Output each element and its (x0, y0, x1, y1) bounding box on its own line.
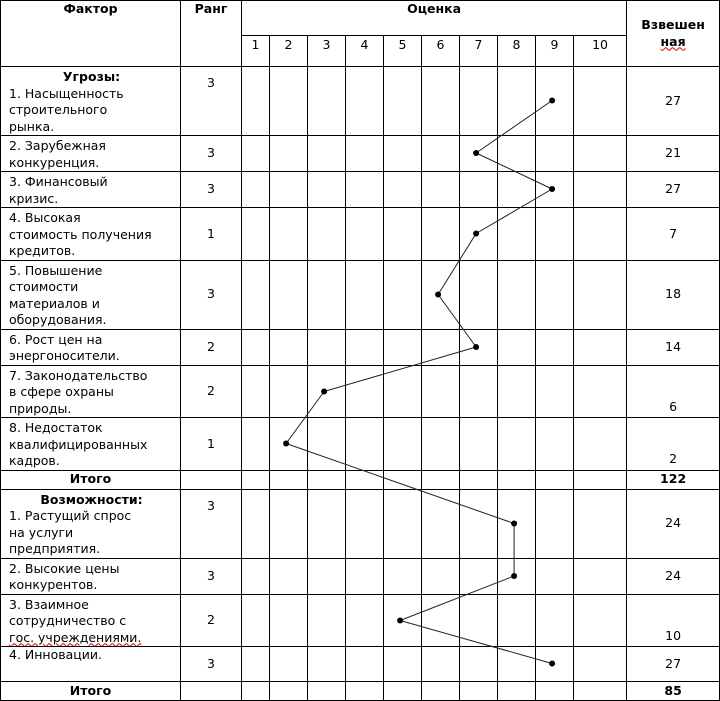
threats-row (1, 260, 720, 329)
factor-text: 8. Недостаток (9, 420, 103, 435)
score-cell (346, 594, 384, 647)
factor-text: природы. (9, 400, 72, 416)
threats-row (1, 365, 720, 418)
score-cell (308, 418, 346, 471)
score-cell (536, 594, 574, 647)
weighted-cell: 24 (627, 558, 720, 594)
rank-cell: 3 (181, 136, 242, 172)
score-cell (308, 172, 346, 208)
threats-row (1, 67, 720, 136)
score-cell (346, 329, 384, 365)
score-cell (422, 208, 460, 261)
score-cell (460, 647, 498, 682)
score-cell (384, 365, 422, 418)
score-cell (498, 208, 536, 261)
factor-text: рынка. (9, 118, 55, 134)
score-cell (422, 647, 460, 682)
score-cell (308, 329, 346, 365)
score-cell (498, 647, 536, 682)
factor-text: материалов и (9, 295, 100, 311)
opportunities-row (1, 594, 720, 647)
score-cell (498, 260, 536, 329)
factor-cell (1, 136, 181, 172)
score-cell (460, 558, 498, 594)
rank-cell: 3 (181, 489, 242, 558)
score-cell (536, 647, 574, 682)
score-cell (384, 172, 422, 208)
factor-text: гос. учреждениями. (9, 629, 142, 645)
rank-cell: 3 (181, 558, 242, 594)
score-cell (422, 418, 460, 471)
score-cell (346, 418, 384, 471)
score-cell (270, 365, 308, 418)
score-cell (498, 418, 536, 471)
score-cell (242, 208, 270, 261)
opportunities-row (1, 489, 720, 558)
score-cell (346, 365, 384, 418)
score-cell (536, 418, 574, 471)
total-label: Итого (1, 470, 181, 489)
rank-cell: 1 (181, 208, 242, 261)
rank-cell: 2 (181, 329, 242, 365)
factor-cell (1, 594, 181, 647)
score-cell (242, 594, 270, 647)
score-cell (422, 172, 460, 208)
score-cell (422, 594, 460, 647)
factor-text: конкурентов. (9, 577, 98, 592)
weighted-cell: 6 (627, 365, 720, 418)
score-cell (242, 365, 270, 418)
header-weighted-part1: Взвешен (641, 17, 705, 32)
score-cell (422, 67, 460, 136)
score-cell (574, 260, 627, 329)
rank-cell: 3 (181, 647, 242, 682)
score-cell (270, 172, 308, 208)
score-column-2: 2 (270, 36, 308, 67)
score-cell (346, 260, 384, 329)
score-cell (270, 647, 308, 682)
header-score: Оценка (242, 1, 627, 36)
score-cell (536, 558, 574, 594)
weighted-cell: 14 (627, 329, 720, 365)
factor-text: 4. Инновации. (9, 647, 102, 662)
score-cell (422, 558, 460, 594)
score-column-4: 4 (346, 36, 384, 67)
score-cell (574, 67, 627, 136)
factor-text: 2. Высокие цены (9, 560, 120, 576)
header-weighted-part2: ная (660, 33, 686, 49)
score-cell (460, 172, 498, 208)
factor-text: 3. Взаимное (9, 596, 89, 612)
header-weighted (627, 1, 720, 67)
score-cell (460, 208, 498, 261)
score-cell (460, 329, 498, 365)
score-cell (384, 594, 422, 647)
score-cell (346, 558, 384, 594)
score-cell (536, 136, 574, 172)
opportunities-row (1, 558, 720, 594)
factor-cell (1, 647, 181, 682)
score-cell (270, 489, 308, 558)
factor-text: 4. Высокая (9, 210, 81, 225)
threats-row (1, 208, 720, 261)
score-cell (422, 136, 460, 172)
opportunities-title: Возможности: (40, 491, 143, 507)
score-cell (242, 489, 270, 558)
weighted-cell: 24 (627, 489, 720, 558)
score-cell (460, 136, 498, 172)
score-cell (422, 260, 460, 329)
score-cell (346, 67, 384, 136)
score-cell (384, 260, 422, 329)
score-cell (270, 67, 308, 136)
weighted-cell: 10 (627, 594, 720, 647)
score-cell (460, 260, 498, 329)
score-cell (384, 558, 422, 594)
threats-row (1, 329, 720, 365)
score-cell (574, 489, 627, 558)
score-cell (270, 136, 308, 172)
factor-text: кредитов. (9, 243, 76, 258)
score-cell (384, 418, 422, 471)
total-value: 85 (627, 682, 720, 701)
score-cell (308, 647, 346, 682)
score-cell (574, 136, 627, 172)
factor-text: стоимость получения (9, 226, 152, 242)
threats-row (1, 136, 720, 172)
score-cell (308, 208, 346, 261)
score-column-5: 5 (384, 36, 422, 67)
total-label: Итого (1, 682, 181, 701)
score-cell (422, 365, 460, 418)
score-column-8: 8 (498, 36, 536, 67)
score-cell (346, 172, 384, 208)
factor-text: 2. Зарубежная (9, 138, 106, 153)
factor-cell (1, 260, 181, 329)
header-rank: Ранг (181, 1, 242, 67)
score-cell (574, 558, 627, 594)
score-cell (242, 136, 270, 172)
weighted-cell: 27 (627, 172, 720, 208)
score-cell (242, 418, 270, 471)
score-cell (308, 365, 346, 418)
factor-cell (1, 489, 181, 558)
score-cell (384, 136, 422, 172)
score-cell (574, 647, 627, 682)
score-cell (242, 329, 270, 365)
factor-text: 5. Повышение (9, 262, 103, 278)
score-cell (422, 489, 460, 558)
factor-cell (1, 67, 181, 136)
factor-text: 3. Финансовый (9, 174, 108, 189)
opportunities-row (1, 647, 720, 682)
score-cell (242, 647, 270, 682)
factor-text: кадров. (9, 453, 60, 468)
factor-text: 1. Растущий спрос (9, 508, 132, 523)
score-cell (242, 172, 270, 208)
score-cell (346, 136, 384, 172)
factor-text: энергоносители. (9, 348, 120, 363)
score-cell (308, 489, 346, 558)
score-column-1: 1 (242, 36, 270, 67)
factor-cell (1, 418, 181, 471)
score-cell (384, 67, 422, 136)
factor-cell (1, 558, 181, 594)
score-column-6: 6 (422, 36, 460, 67)
factor-text: сотрудничество с (9, 613, 127, 628)
score-cell (460, 489, 498, 558)
score-cell (270, 208, 308, 261)
factor-text: стоимости (9, 279, 79, 294)
score-cell (574, 365, 627, 418)
score-cell (308, 594, 346, 647)
factor-text: оборудования. (9, 312, 107, 327)
factor-text: 1. Насыщенность (9, 85, 124, 101)
score-cell (460, 365, 498, 418)
score-column-7: 7 (460, 36, 498, 67)
score-cell (536, 172, 574, 208)
factor-text: в сфере охраны (9, 384, 114, 399)
factor-text: 7. Законодательство (9, 367, 148, 383)
score-cell (384, 329, 422, 365)
score-cell (536, 365, 574, 418)
score-cell (346, 489, 384, 558)
factor-text: строительного (9, 102, 108, 117)
score-cell (308, 260, 346, 329)
score-cell (308, 136, 346, 172)
score-cell (536, 67, 574, 136)
rank-cell: 2 (181, 365, 242, 418)
factor-text: кризис. (9, 190, 59, 206)
factor-text: предприятия. (9, 541, 101, 556)
score-cell (574, 594, 627, 647)
score-cell (242, 67, 270, 136)
factor-text: квалифицированных (9, 436, 148, 452)
score-cell (574, 418, 627, 471)
score-cell (346, 208, 384, 261)
factor-cell (1, 208, 181, 261)
total-value: 122 (627, 470, 720, 489)
weighted-cell: 21 (627, 136, 720, 172)
score-cell (384, 489, 422, 558)
header-factor: Фактор (1, 1, 181, 67)
factor-cell (1, 329, 181, 365)
score-column-10: 10 (574, 36, 627, 67)
score-cell (498, 489, 536, 558)
rank-cell: 3 (181, 172, 242, 208)
opportunities-total-row (1, 682, 720, 701)
rank-cell: 2 (181, 594, 242, 647)
score-cell (270, 260, 308, 329)
score-cell (308, 558, 346, 594)
rank-cell: 3 (181, 67, 242, 136)
score-cell (574, 208, 627, 261)
score-cell (422, 329, 460, 365)
threats-row (1, 172, 720, 208)
score-cell (242, 260, 270, 329)
score-cell (308, 67, 346, 136)
weighted-cell: 27 (627, 67, 720, 136)
score-cell (270, 329, 308, 365)
score-cell (536, 208, 574, 261)
rank-cell: 3 (181, 260, 242, 329)
score-cell (498, 365, 536, 418)
threats-title: Угрозы: (62, 69, 121, 84)
score-cell (384, 647, 422, 682)
score-cell (498, 558, 536, 594)
threats-row (1, 418, 720, 471)
score-column-9: 9 (536, 36, 574, 67)
score-cell (460, 594, 498, 647)
score-cell (536, 329, 574, 365)
score-cell (460, 418, 498, 471)
threats-total-row (1, 470, 720, 489)
factor-text: на услуги (9, 524, 74, 540)
score-cell (384, 208, 422, 261)
score-cell (346, 647, 384, 682)
factor-cell (1, 172, 181, 208)
factor-text: 6. Рост цен на (9, 331, 103, 347)
score-column-3: 3 (308, 36, 346, 67)
score-cell (270, 594, 308, 647)
rank-cell: 1 (181, 418, 242, 471)
score-cell (498, 172, 536, 208)
score-cell (498, 329, 536, 365)
score-cell (536, 489, 574, 558)
score-cell (460, 67, 498, 136)
weighted-cell: 7 (627, 208, 720, 261)
score-cell (536, 260, 574, 329)
factor-cell (1, 365, 181, 418)
score-cell (498, 67, 536, 136)
factor-text: конкуренция. (9, 154, 100, 170)
weighted-cell: 27 (627, 647, 720, 682)
score-cell (242, 558, 270, 594)
score-cell (498, 136, 536, 172)
score-cell (270, 558, 308, 594)
score-cell (574, 329, 627, 365)
weighted-cell: 18 (627, 260, 720, 329)
weighted-cell: 2 (627, 418, 720, 471)
score-cell (574, 172, 627, 208)
score-cell (270, 418, 308, 471)
score-cell (498, 594, 536, 647)
